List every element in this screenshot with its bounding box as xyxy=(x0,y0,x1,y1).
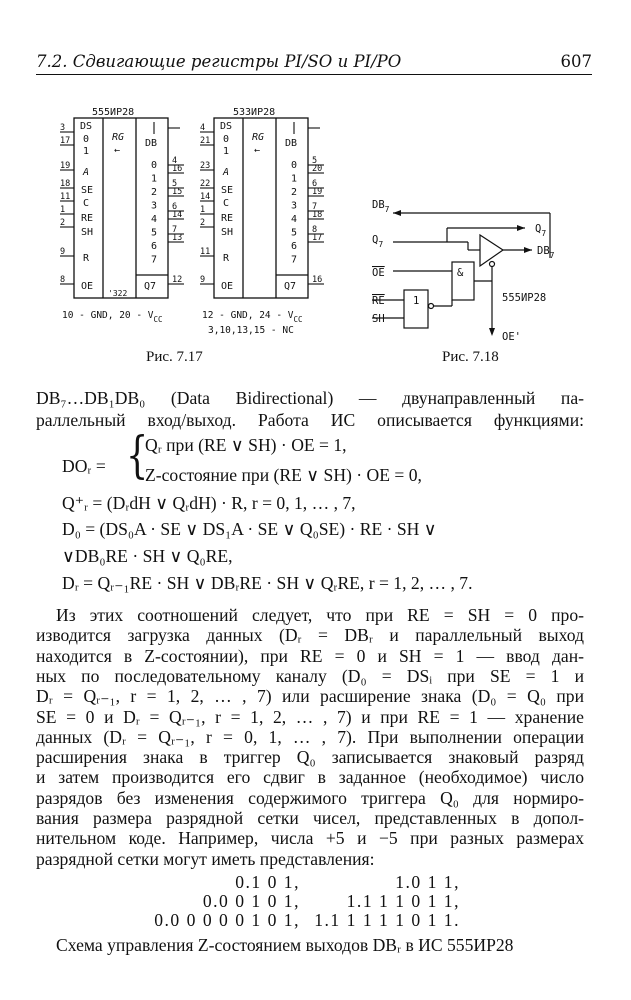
chip1-out-2: 2 xyxy=(151,187,158,198)
chip1-oe: OE xyxy=(81,281,94,292)
chip2-out-6: 6 xyxy=(291,241,298,252)
chip2-se: SE xyxy=(221,185,234,196)
paragraph-line: изводится загрузка данных (Dᵣ = DBᵣ и параллельный выход xyxy=(36,625,584,646)
eq-do-lhs: DOᵣ = xyxy=(62,456,106,476)
chip1-bit0: 0 xyxy=(83,134,90,145)
chip1-pin-left: 9 xyxy=(60,247,66,257)
chip2-rg: RG xyxy=(252,132,265,143)
paragraph-line: данных (Dᵣ = Qᵣ₋₁, r = 0, 1, … , 7). При выполнении операции xyxy=(36,726,584,747)
chip2-pin-right: 6 xyxy=(312,179,318,189)
chip1-pin-right: 15 xyxy=(172,187,183,197)
paragraph-line: Из этих соотношений следует, что при RE = SH = 0 про- xyxy=(56,605,584,625)
chip2-pin-right: 16 xyxy=(312,275,323,285)
chip1-c: C xyxy=(83,198,90,209)
label-q7-in: $Q_7$ xyxy=(372,234,384,249)
chip-label: 555ИР28 xyxy=(502,292,547,304)
neg-num-3: 1.1 1 1 1 1 0 1 1. xyxy=(314,910,460,930)
paragraph-line: нительном коде. Например, числа +5 и −5 при разных размерах xyxy=(36,828,584,849)
chip2-power: 12 - GND, $24 - V_{CC}$ xyxy=(202,310,303,324)
label-re: RE xyxy=(372,295,385,307)
chip1-out-1: 1 xyxy=(151,173,158,185)
chip1-pin-left: 2 xyxy=(60,218,66,228)
chip1-out-4: 4 xyxy=(151,214,158,225)
chip2-q7: Q7 xyxy=(284,281,297,292)
chip1-out-0: 0 xyxy=(151,160,158,171)
chip1-ds: DS xyxy=(80,121,93,132)
caption-fig-7-17: Рис. 7.17 xyxy=(146,349,203,365)
chip1-out-3: 3 xyxy=(151,200,158,212)
eq-d0-2: ∨DB₀RE · SH ∨ Q₀RE, xyxy=(62,546,233,566)
eq-brace: { xyxy=(126,426,149,484)
chip1-arrow: ← xyxy=(114,145,121,156)
paragraph-line: вания размера разрядной сетки чисел, представленных в допол- xyxy=(36,808,584,828)
pos-num-1: 0.1 0 1, xyxy=(235,872,300,892)
chip1-out-6: 6 xyxy=(151,241,158,252)
last-line: Схема управления Z-состоянием выходов DBᵣ в ИС 555ИР28 xyxy=(56,935,514,955)
chip2-db: DB xyxy=(285,138,298,149)
paragraph-line: расширения знака в триггер Q₀ записывается знаковый разряд xyxy=(36,747,584,768)
chip2-pin-right: 8 xyxy=(312,225,318,235)
neg-num-1: 1.0 1 1, xyxy=(395,872,460,892)
chip2-pin-right: 19 xyxy=(312,187,323,197)
pos-num-3: 0.0 0 0 0 0 1 0 1, xyxy=(154,910,300,930)
chip1-pin-right: 7 xyxy=(172,225,178,235)
chip1-pin-left: 1 xyxy=(60,205,66,215)
chip1-out-7: 7 xyxy=(151,254,158,266)
chip2-ds: DS xyxy=(220,121,233,132)
paragraph-line: и затем производится его сдвиг в заданное (необходимое) число xyxy=(36,767,584,788)
chip1-pin-right: 5 xyxy=(172,179,178,189)
chip1-power: 10 - GND, $20 - V_{CC}$ xyxy=(62,310,163,324)
chip1-pin-right: 13 xyxy=(172,233,183,243)
label-db7-in: $DB_7$ xyxy=(372,199,390,214)
label-oe: OE xyxy=(372,267,385,279)
figures-area xyxy=(0,0,631,380)
chip2-out-1: 1 xyxy=(291,173,298,185)
chip2-pin-right: 17 xyxy=(312,233,323,243)
caption-fig-7-18: Рис. 7.18 xyxy=(442,349,499,365)
chip1-out-5: 5 xyxy=(151,227,158,239)
chip2-out-4: 4 xyxy=(291,214,298,225)
chip1-pin-right: 6 xyxy=(172,202,178,212)
eq-d0-1: D₀ = (DS₀A · SE ∨ DS₁A · SE ∨ Q₀SE) · RE · SH ∨ xyxy=(62,519,437,539)
chip1-ref: '322 xyxy=(108,289,128,298)
chip2-pin-left: 14 xyxy=(200,192,211,202)
chip2-out-5: 5 xyxy=(291,227,298,239)
paragraph-line: разрядной сетки могут иметь представления: xyxy=(36,848,375,869)
chip2-pin-right: 18 xyxy=(312,210,323,220)
label-db7-out: $DB_7$ xyxy=(537,245,555,260)
pos-num-2: 0.0 0 1 0 1, xyxy=(202,891,300,911)
chip2-out-3: 3 xyxy=(291,200,298,212)
chip1-pin-right: 16 xyxy=(172,164,183,174)
chip2-arrow: ← xyxy=(254,145,261,156)
chip2-name: 533ИР28 xyxy=(233,107,276,118)
oe-prime-label: OE' xyxy=(502,331,521,343)
paragraph-line: Dᵣ = Qᵣ₋₁, r = 1, 2, … , 7) или расширение знака (D₀ = Q₀ при xyxy=(36,686,584,707)
chip1-pin-left: 17 xyxy=(60,136,71,146)
chip2-pin-right: 5 xyxy=(312,156,318,166)
chip1-pin-left: 19 xyxy=(60,161,71,171)
chip2-pin-left: 23 xyxy=(200,161,211,171)
paragraph-line: SE = 0 и Dᵣ = Qᵣ₋₁, r = 1, 2, … , 7) и при RE = 1 — хранение xyxy=(36,706,584,727)
eq-dr: Dᵣ = Qᵣ₋₁RE · SH ∨ DBᵣRE · SH ∨ QᵣRE, r = 1, 2, … , 7. xyxy=(62,573,473,593)
chip1-bit1: 1 xyxy=(83,146,90,157)
chip2-nc: 3,10,13,15 - NC xyxy=(208,325,294,336)
or-label: 1 xyxy=(413,295,420,307)
eq-do-case-1: Qᵣ при (RE ∨ SH) · OE = 1, xyxy=(145,435,347,455)
chip2-sh: SH xyxy=(221,227,234,238)
chip1-pin-left: 8 xyxy=(60,275,66,285)
chip2-a: A xyxy=(223,167,230,178)
chip2-pin-left: 4 xyxy=(200,123,206,133)
chip2-pin-left: 21 xyxy=(200,136,211,146)
paragraph-line: находится в Z-состоянии), при RE = 0 и SH = 1 — ввод дан- xyxy=(36,645,584,666)
and-label: & xyxy=(457,267,464,279)
chip1-r: R xyxy=(83,253,90,264)
chip2-pin-right: 20 xyxy=(312,164,323,174)
chip1-pin-right: 4 xyxy=(172,156,178,166)
chip1-name: 555ИР28 xyxy=(92,107,135,118)
chip1-pin-left: 3 xyxy=(60,123,66,133)
chip2-bit1: 1 xyxy=(223,146,230,157)
chip2-r: R xyxy=(223,253,230,264)
page-number: 607 xyxy=(560,52,592,71)
eq-q: Q⁺ᵣ = (DᵣdH ∨ QᵣdH) · R, r = 0, 1, … , 7, xyxy=(62,493,356,513)
neg-num-2: 1.1 1 1 0 1 1, xyxy=(346,891,460,911)
chip2-out-0: 0 xyxy=(291,160,298,171)
chip1-pin-right: 12 xyxy=(172,275,183,285)
chip2-out-2: 2 xyxy=(291,187,298,198)
label-q7-out: $Q_7$ xyxy=(535,223,547,238)
chip1-q7: Q7 xyxy=(144,281,157,292)
chip2-out-7: 7 xyxy=(291,254,298,266)
chip2-pin-right: 7 xyxy=(312,202,318,212)
chip1-re: RE xyxy=(81,213,94,224)
chip2-re: RE xyxy=(221,213,234,224)
chip2-pin-left: 2 xyxy=(200,218,206,228)
chip1-sh: SH xyxy=(81,227,94,238)
chip2-bit0: 0 xyxy=(223,134,230,145)
section-title: 7.2. Сдвигающие регистры PI/SO и PI/PO xyxy=(36,52,402,71)
label-sh: SH xyxy=(372,313,385,325)
chip1-rg: RG xyxy=(112,132,125,143)
chip2-pin-left: 9 xyxy=(200,275,206,285)
chip1-a: A xyxy=(83,167,90,178)
chip1-se: SE xyxy=(81,185,94,196)
chip1-pin-left: 18 xyxy=(60,179,71,189)
chip2-pin-left: 11 xyxy=(200,247,211,257)
chip2-c: C xyxy=(223,198,230,209)
intro-line-1: DB₇…DB₁DB₀ (Data Bidirectional) — двунаправленный па- xyxy=(36,388,584,408)
paragraph-line: разрядов без изменения содержимого триггера Q₀ для нормиро- xyxy=(36,787,584,808)
intro-line-2: раллельный вход/выход. Работа ИС описывается функциями: xyxy=(36,410,584,430)
chip1-pin-right: 14 xyxy=(172,210,183,220)
chip1-pin-left: 11 xyxy=(60,192,71,202)
chip2-pin-left: 1 xyxy=(200,205,206,215)
paragraph-line: ных по последовательному каналу (D₀ = DSᵢ при SE = 1 и xyxy=(36,665,584,686)
chip1-db: DB xyxy=(145,138,158,149)
eq-do-case-2: Z-состояние при (RE ∨ SH) · OE = 0, xyxy=(145,465,422,485)
chip2-oe: OE xyxy=(221,281,234,292)
chip2-pin-left: 22 xyxy=(200,179,211,189)
